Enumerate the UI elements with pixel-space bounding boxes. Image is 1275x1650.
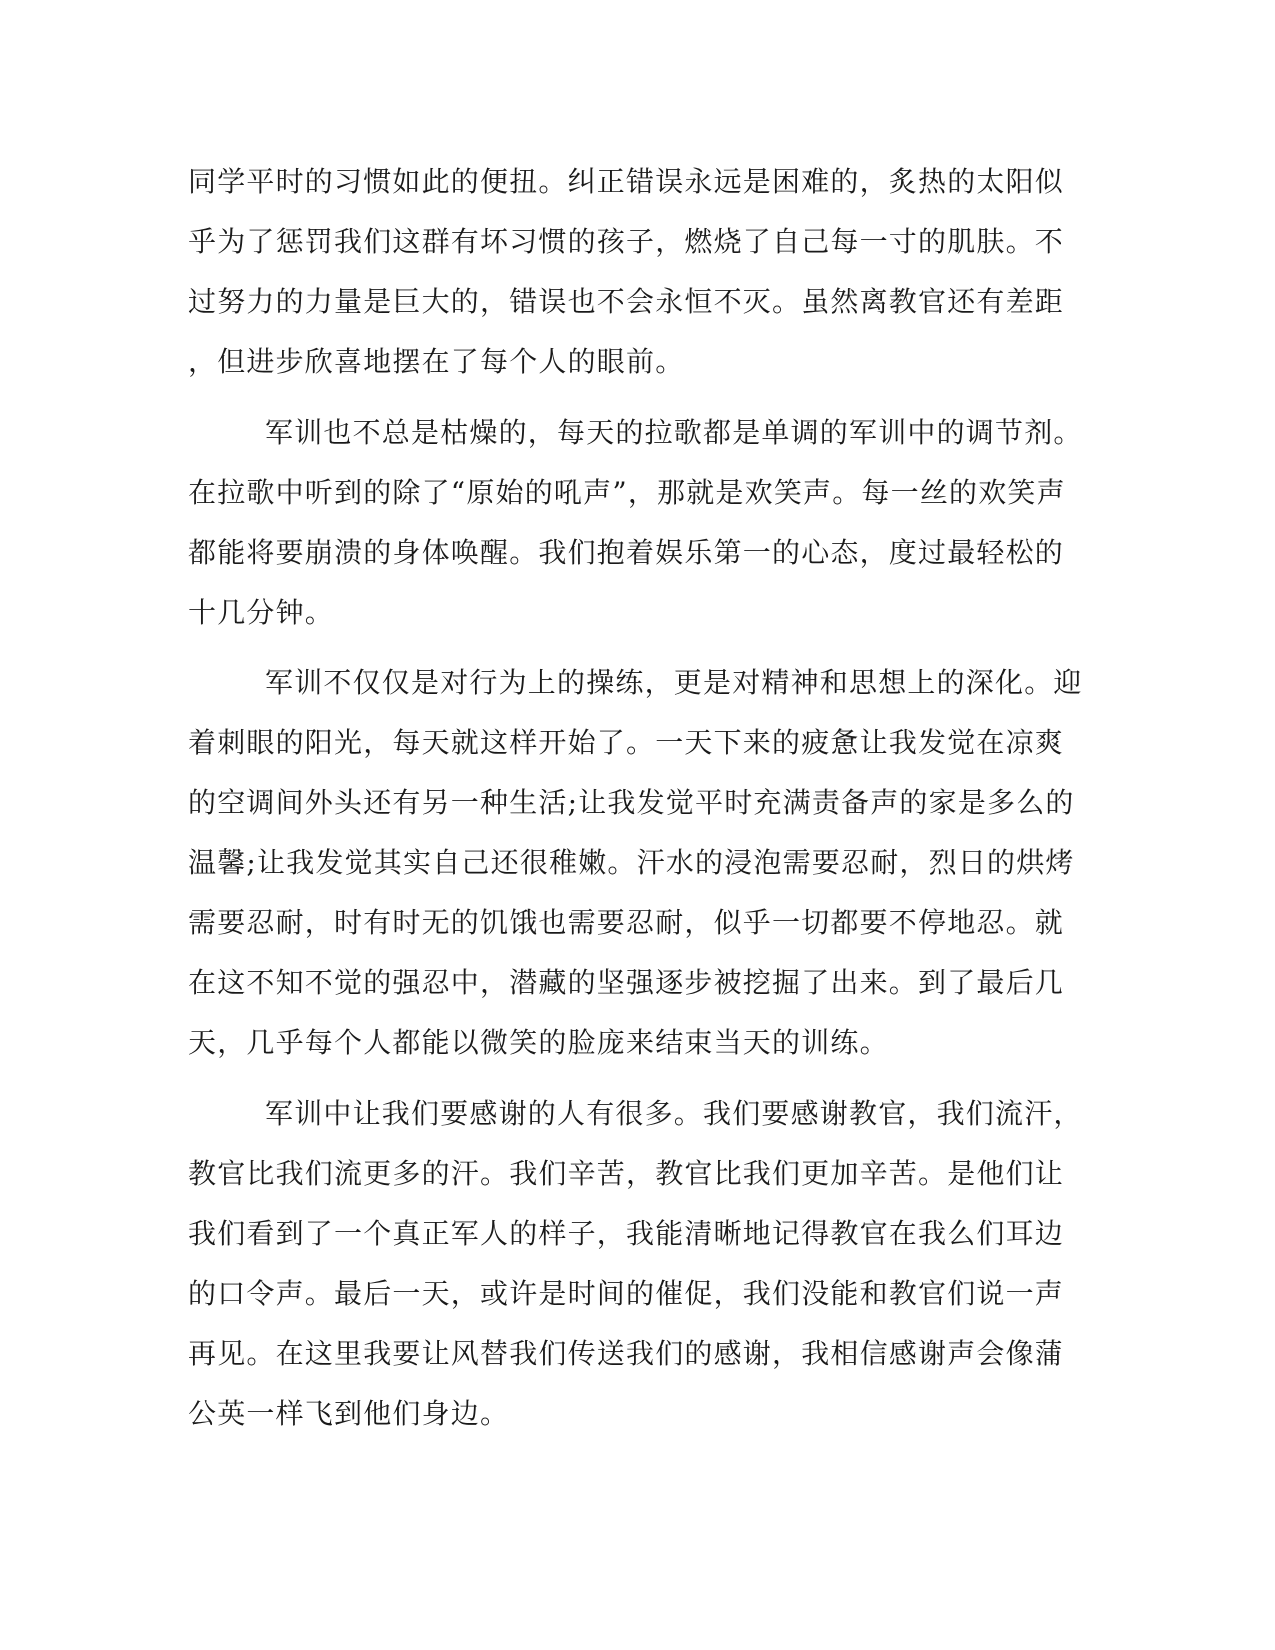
text-line: 教官比我们流更多的汗。我们辛苦，教官比我们更加辛苦。是他们让 <box>188 1157 1065 1190</box>
text-line: ，但进步欣喜地摆在了每个人的眼前。 <box>188 345 685 378</box>
text-line: 的口令声。最后一天，或许是时间的催促，我们没能和教官们说一声 <box>188 1277 1065 1310</box>
text-line: 都能将要崩溃的身体唤醒。我们抱着娱乐第一的心态，度过最轻松的 <box>188 536 1065 569</box>
text-line: 天，几乎每个人都能以微笑的脸庞来结束当天的训练。 <box>188 1026 889 1059</box>
text-line: 着刺眼的阳光，每天就这样开始了。一天下来的疲惫让我发觉在凉爽 <box>188 726 1065 759</box>
paragraph-first-line: 军训不仅仅是对行为上的操练，更是对精神和思想上的深化。迎 <box>265 666 1083 699</box>
text-line: 温馨;让我发觉其实自己还很稚嫩。汗水的浸泡需要忍耐，烈日的烘烤 <box>188 846 1075 879</box>
text-line: 需要忍耐，时有时无的饥饿也需要忍耐，似乎一切都要不停地忍。就 <box>188 906 1065 939</box>
paragraph-first-line: 军训也不总是枯燥的，每天的拉歌都是单调的军训中的调节剂。 <box>265 416 1083 449</box>
paragraph-first-line: 军训中让我们要感谢的人有很多。我们要感谢教官，我们流汗， <box>265 1097 1083 1130</box>
text-line: 十几分钟。 <box>188 596 335 629</box>
text-line: 同学平时的习惯如此的便扭。纠正错误永远是困难的，炙热的太阳似 <box>188 165 1065 198</box>
text-line: 在这不知不觉的强忍中，潜藏的坚强逐步被挖掘了出来。到了最后几 <box>188 966 1065 999</box>
text-line: 公英一样飞到他们身边。 <box>188 1397 510 1430</box>
text-line: 的空调间外头还有另一种生活;让我发觉平时充满责备声的家是多么的 <box>188 786 1075 819</box>
text-line: 我们看到了一个真正军人的样子，我能清晰地记得教官在我么们耳边 <box>188 1217 1065 1250</box>
text-line: 过努力的力量是巨大的，错误也不会永恒不灭。虽然离教官还有差距 <box>188 285 1065 318</box>
text-line: 在拉歌中听到的除了“原始的吼声”，那就是欢笑声。每一丝的欢笑声 <box>188 476 1066 509</box>
text-line: 再见。在这里我要让风替我们传送我们的感谢，我相信感谢声会像蒲 <box>188 1337 1065 1370</box>
text-line: 乎为了惩罚我们这群有坏习惯的孩子，燃烧了自己每一寸的肌肤。不 <box>188 225 1065 258</box>
